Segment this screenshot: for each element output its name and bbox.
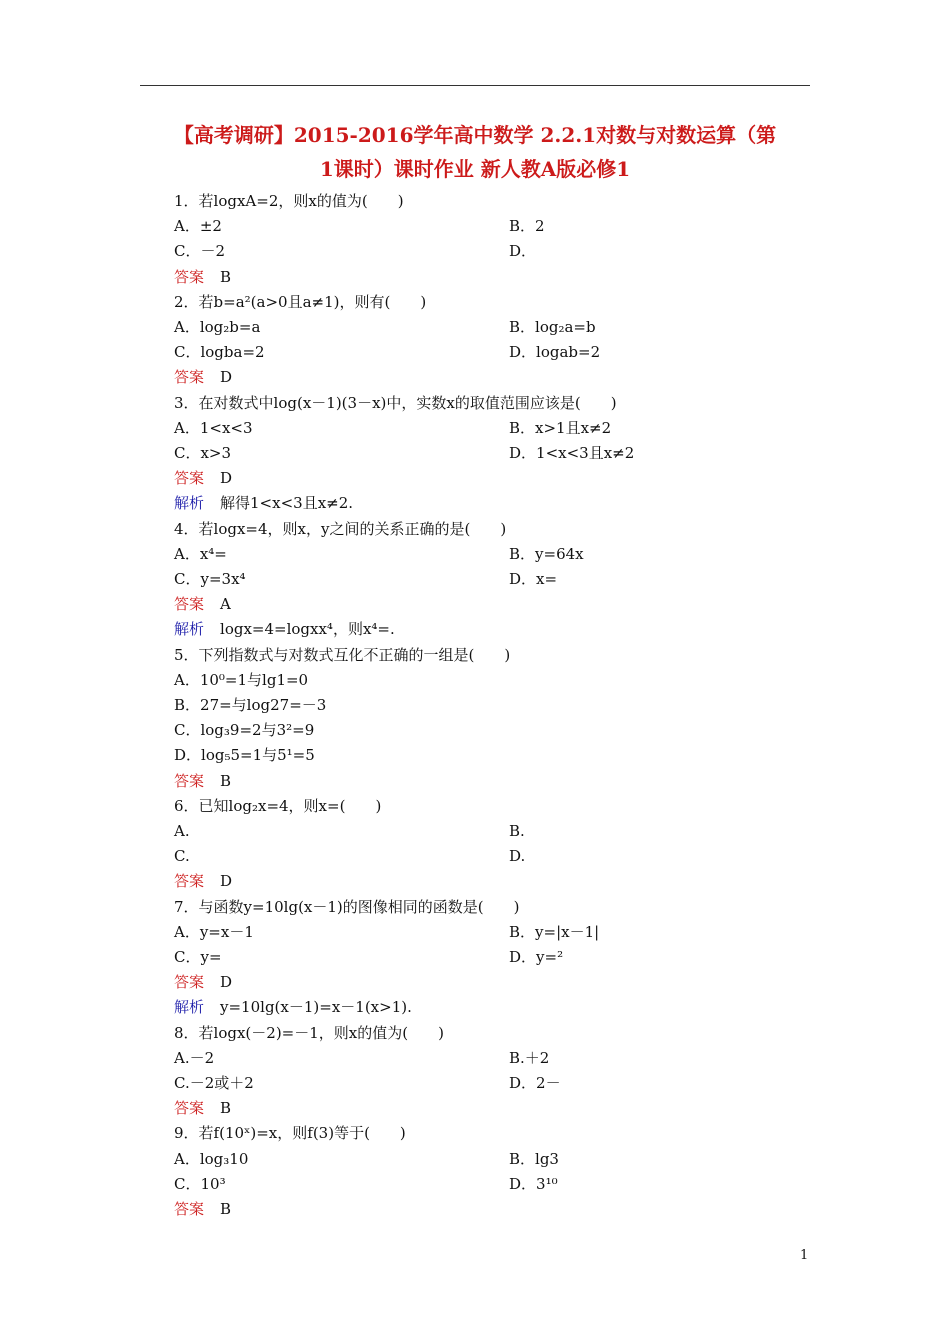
line-text: A．10⁰=1与lg1=0: [174, 670, 309, 689]
line-text: 2．若b=a²(a>0且a≠1)，则有( ): [174, 292, 427, 311]
answer-label: 答案: [174, 469, 205, 488]
text-line: [174, 668, 834, 693]
text-line: [174, 517, 834, 542]
text-line: [174, 189, 834, 214]
title-line-2: 1课时）课时作业 新人教A版必修1: [319, 157, 631, 181]
text-line: [174, 718, 834, 743]
line-text: 3．在对数式中log(x－1)(3－x)中，实数x的取值范围应该是( ): [174, 393, 617, 412]
text-line: [174, 416, 834, 441]
text-line: [174, 1071, 834, 1096]
text-line: [174, 441, 834, 466]
analysis-label: 解析: [174, 620, 205, 639]
line-text: B: [220, 1200, 232, 1218]
line-text: 7．与函数y=10lg(x－1)的图像相同的函数是( ): [174, 897, 520, 916]
answer-line: [174, 466, 834, 491]
line-text: A．1<x<3: [174, 418, 253, 437]
line-text: D: [220, 872, 233, 891]
line-text: D: [220, 973, 233, 992]
line-text: C．x>3: [174, 444, 232, 462]
answer-line: [174, 769, 834, 794]
document-title: [140, 118, 810, 186]
text-line: [174, 945, 834, 970]
line-text: C．10³: [174, 1174, 226, 1193]
line-text: y=10lg(x－1)=x－1(x>1).: [220, 998, 412, 1017]
line-text: A．log₂b=a: [174, 318, 261, 336]
option-right: B．y=|x－1|: [509, 922, 600, 941]
line-text: B: [220, 1099, 232, 1118]
text-line: [174, 1172, 834, 1197]
text-line: [174, 1121, 834, 1146]
answer-label: 答案: [174, 1200, 205, 1218]
answer-label: 答案: [174, 267, 205, 286]
line-text: 4．若logx=4，则x，y之间的关系正确的是( ): [174, 519, 507, 538]
option-right: D．logab=2: [509, 343, 601, 362]
header-rule: [140, 85, 810, 86]
option-right: B．x>1且x≠2: [509, 418, 612, 437]
answer-label: 答案: [174, 872, 205, 891]
line-text: A．±2: [174, 217, 222, 236]
answer-label: 答案: [174, 595, 205, 614]
line-text: A.: [174, 822, 190, 840]
line-text: A.－2: [174, 1048, 215, 1067]
text-line: [174, 844, 834, 869]
analysis-label: 解析: [174, 998, 205, 1017]
text-line: [174, 542, 834, 567]
line-text: A．log₃10: [174, 1149, 249, 1168]
answer-line: [174, 1096, 834, 1121]
answer-line: [174, 970, 834, 995]
line-text: C.－2或＋2: [174, 1074, 254, 1092]
answer-label: 答案: [174, 368, 205, 387]
line-text: C．y=: [174, 948, 222, 966]
line-text: A: [220, 595, 231, 614]
line-text: 6．已知log₂x=4，则x=( ): [174, 796, 382, 815]
option-right: B．log₂a=b: [509, 318, 596, 336]
option-right: B．y=64x: [509, 544, 584, 563]
option-right: B．lg3: [509, 1149, 559, 1168]
option-right: D．y=²: [509, 948, 564, 966]
line-text: C．logba=2: [174, 343, 265, 362]
line-text: 1．若logxA=2，则x的值为( ): [174, 192, 404, 210]
option-right: D．2－: [509, 1074, 561, 1092]
option-right: B.: [509, 822, 525, 840]
line-text: A．x⁴=: [174, 544, 227, 563]
option-right: D．1<x<3且x≠2: [509, 444, 635, 462]
text-line: [174, 214, 834, 239]
answer-line: [174, 869, 834, 894]
text-line: [174, 567, 834, 592]
text-line: [174, 1021, 834, 1046]
option-right: B.＋2: [509, 1048, 550, 1067]
option-right: B．2: [509, 217, 545, 236]
line-text: C．－2: [174, 242, 226, 261]
line-text: D: [220, 469, 233, 488]
answer-line: [174, 265, 834, 290]
text-line: [174, 920, 834, 945]
line-text: logx=4=logxx⁴，则x⁴=.: [220, 620, 395, 639]
line-text: B: [220, 267, 232, 286]
page-number: 1: [800, 1248, 809, 1263]
title-line-1: 【高考调研】2015-2016学年高中数学 2.2.1对数与对数运算（第: [173, 123, 777, 147]
line-text: C．y=3x⁴: [174, 570, 246, 588]
analysis-line: [174, 491, 834, 516]
text-line: [174, 290, 834, 315]
line-text: C．log₃9=2与3²=9: [174, 721, 315, 740]
line-text: D．log₅5=1与5¹=5: [174, 746, 315, 765]
answer-line: [174, 1197, 834, 1222]
option-right: D．3¹⁰: [509, 1174, 558, 1193]
answer-label: 答案: [174, 973, 205, 992]
line-text: C.: [174, 847, 190, 866]
text-line: [174, 895, 834, 920]
text-line: [174, 743, 834, 768]
text-line: [174, 340, 834, 365]
text-line: [174, 643, 834, 668]
text-line: [174, 1147, 834, 1172]
option-right: D．: [509, 242, 537, 261]
line-text: 解得1<x<3且x≠2.: [220, 494, 354, 513]
text-line: [174, 693, 834, 718]
text-line: [174, 239, 834, 264]
line-text: B．27=与log27=－3: [174, 696, 327, 714]
option-right: D.: [509, 847, 526, 866]
line-text: D: [220, 368, 233, 387]
text-line: [174, 794, 834, 819]
option-right: D．x=: [509, 570, 558, 588]
analysis-line: [174, 995, 834, 1020]
answer-label: 答案: [174, 1099, 205, 1118]
line-text: 8．若logx(－2)=－1，则x的值为( ): [174, 1023, 444, 1042]
analysis-line: [174, 617, 834, 642]
text-line: [174, 819, 834, 844]
text-line: [174, 391, 834, 416]
line-text: 5．下列指数式与对数式互化不正确的一组是( ): [174, 645, 511, 664]
line-text: 9．若f(10ˣ)=x，则f(3)等于( ): [174, 1124, 406, 1143]
line-text: B: [220, 771, 232, 790]
answer-line: [174, 365, 834, 390]
answer-line: [174, 592, 834, 617]
text-line: [174, 1046, 834, 1071]
text-line: [174, 315, 834, 340]
answer-label: 答案: [174, 771, 205, 790]
analysis-label: 解析: [174, 494, 205, 513]
line-text: A．y=x－1: [174, 922, 254, 941]
